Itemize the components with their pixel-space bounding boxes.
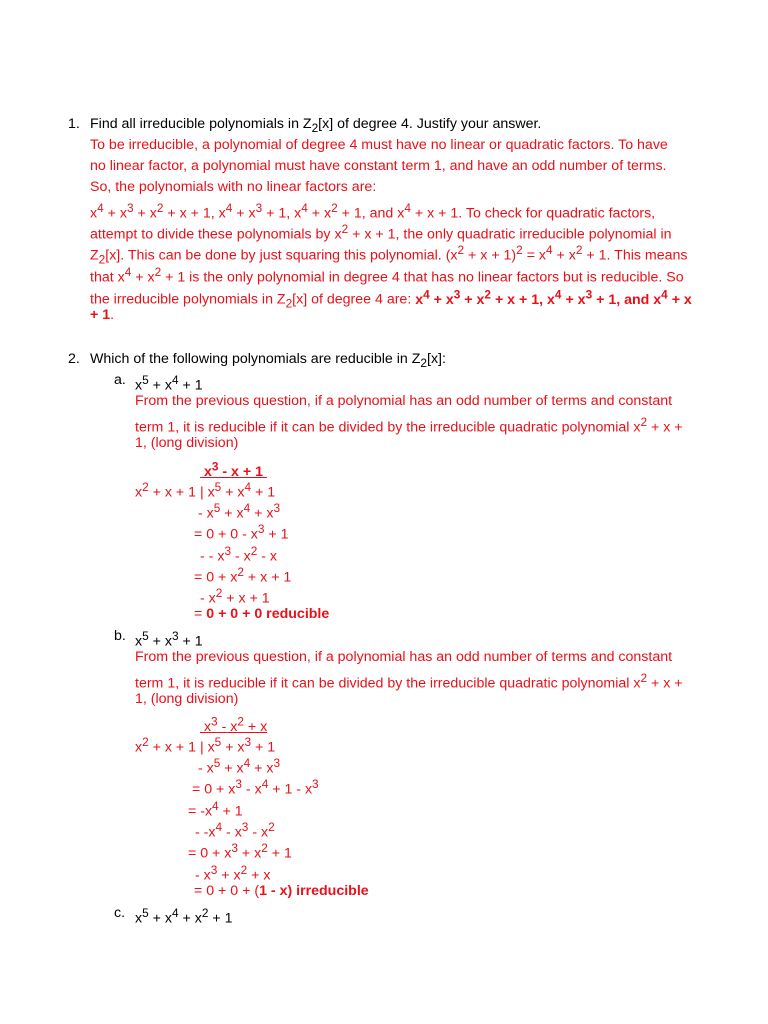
q2a-division-result: = 0 + 0 + 0 reducible <box>194 606 330 622</box>
q1-answer-line: $Z_2[x]$. This can be done by just squaring this polynomial. $(x^2 + x + 1)^2 = x^4 + x^2 + 1$. This means <box>90 243 688 267</box>
q2b-explanation-line: 1, (long division) <box>135 691 239 707</box>
q2c-polynomial: $x^5 + x^4 + x^2 + 1$ <box>135 906 233 927</box>
q1-answer-line: that $x^4 + x^2 + 1$ is the only polynomial in degree 4 that has no linear factors but is reducible. So <box>90 265 684 286</box>
q2b-division-line: = $-x^4 + 1$ <box>188 799 243 820</box>
q2b-division-line: - $-x^4 - x^3 - x^2$ <box>195 820 275 841</box>
q1-answer-line: no linear factor, a polynomial must have constant term 1, and have an odd number of terms. <box>90 158 667 174</box>
q2a-explanation-line: term 1, it is reducible if it can be divided by the irreducible quadratic polynomial $x^2 + x$ + <box>135 415 683 436</box>
q2b-division-line: = $0 + x^3 + x^2 + 1$ <box>188 841 292 862</box>
q2a-division-line: = $0 + 0 - x^3 + 1$ <box>194 522 289 543</box>
q2a-quotient: $x^3 - x + 1$ <box>200 459 263 480</box>
q1-answer-line: So, the polynomials with no linear factors are: <box>90 179 377 195</box>
q2a-explanation-line: 1, (long division) <box>135 435 239 451</box>
q2b-label: b. <box>114 628 126 644</box>
q1-number: 1. <box>68 116 80 132</box>
q1-answer-line: To be irreducible, a polynomial of degree 4 must have no linear or quadratic factors. To have <box>90 137 668 153</box>
q2-question: Which of the following polynomials are reducible in $Z_2[x]$: <box>90 351 446 370</box>
q2b-division-line: - $x^3 + x^2 + x$ <box>195 863 271 884</box>
q2a-division-line: - $x^5 + x^4 + x^3$ <box>198 501 281 522</box>
q2a-label: a. <box>114 372 126 388</box>
q2b-division-line: - $x^5 + x^4 + x^3$ <box>198 756 281 777</box>
q2a-explanation-line: From the previous question, if a polynomial has an odd number of terms and constant <box>135 393 673 409</box>
q2b-quotient: $x^3 - x^2 + x$ <box>200 714 268 735</box>
q2-number: 2. <box>68 351 80 367</box>
q2b-division-line: = $0 + x^3 - x^4 + 1 - x^3$ <box>192 777 319 798</box>
q1-answer-line: + 1. <box>90 307 115 323</box>
q2b-explanation-line: term 1, it is reducible if it can be divided by the irreducible quadratic polynomial $x^2 + x$ + <box>135 671 683 692</box>
q1-answer-line: attempt to divide these polynomials by $x^2 + x + 1$, the only quadratic irreducible polynomial in <box>90 222 672 243</box>
q2a-division-line: - - $x^3 - x^2$ - x <box>200 544 278 565</box>
q2b-division-line: $x^2 + x + 1$ | $x^5 + x^3 + 1$ <box>135 735 276 756</box>
q2a-polynomial: $x^5 + x^4 + 1$ <box>135 373 203 394</box>
q2b-explanation-line: From the previous question, if a polynomial has an odd number of terms and constant <box>135 649 673 665</box>
q2c-label: c. <box>114 905 126 921</box>
q1-answer-line: the irreducible polynomials in $Z_2[x]$ of degree 4 are: $x^4 + x^3 + x^2 + x + 1$, $x^4 + x^3 + 1$, and $x^4 + x$ <box>90 287 692 311</box>
q2a-division-line: $x^2 + x + 1$ | $x^5 + x^4 + 1$ <box>135 480 276 501</box>
q1-answer-line: $x^4 + x^3 + x^2 + x + 1$, $x^4 + x^3 + 1$, $x^4 + x^2 + 1$, and $x^4 + x + 1$. To check for quadratic factors, <box>90 201 656 222</box>
q2a-division-line: - $x^2 + x + 1$ <box>200 586 270 607</box>
q2b-polynomial: $x^5 + x^3 + 1$ <box>135 629 203 650</box>
q1-question: Find all irreducible polynomials in $Z_2[x]$ of degree 4. Justify your answer. <box>90 116 542 135</box>
q2a-division-line: = $0 + x^2 + x + 1$ <box>194 565 292 586</box>
q2b-division-result: = 0 + 0 + (1 - x) irreducible <box>194 883 369 899</box>
